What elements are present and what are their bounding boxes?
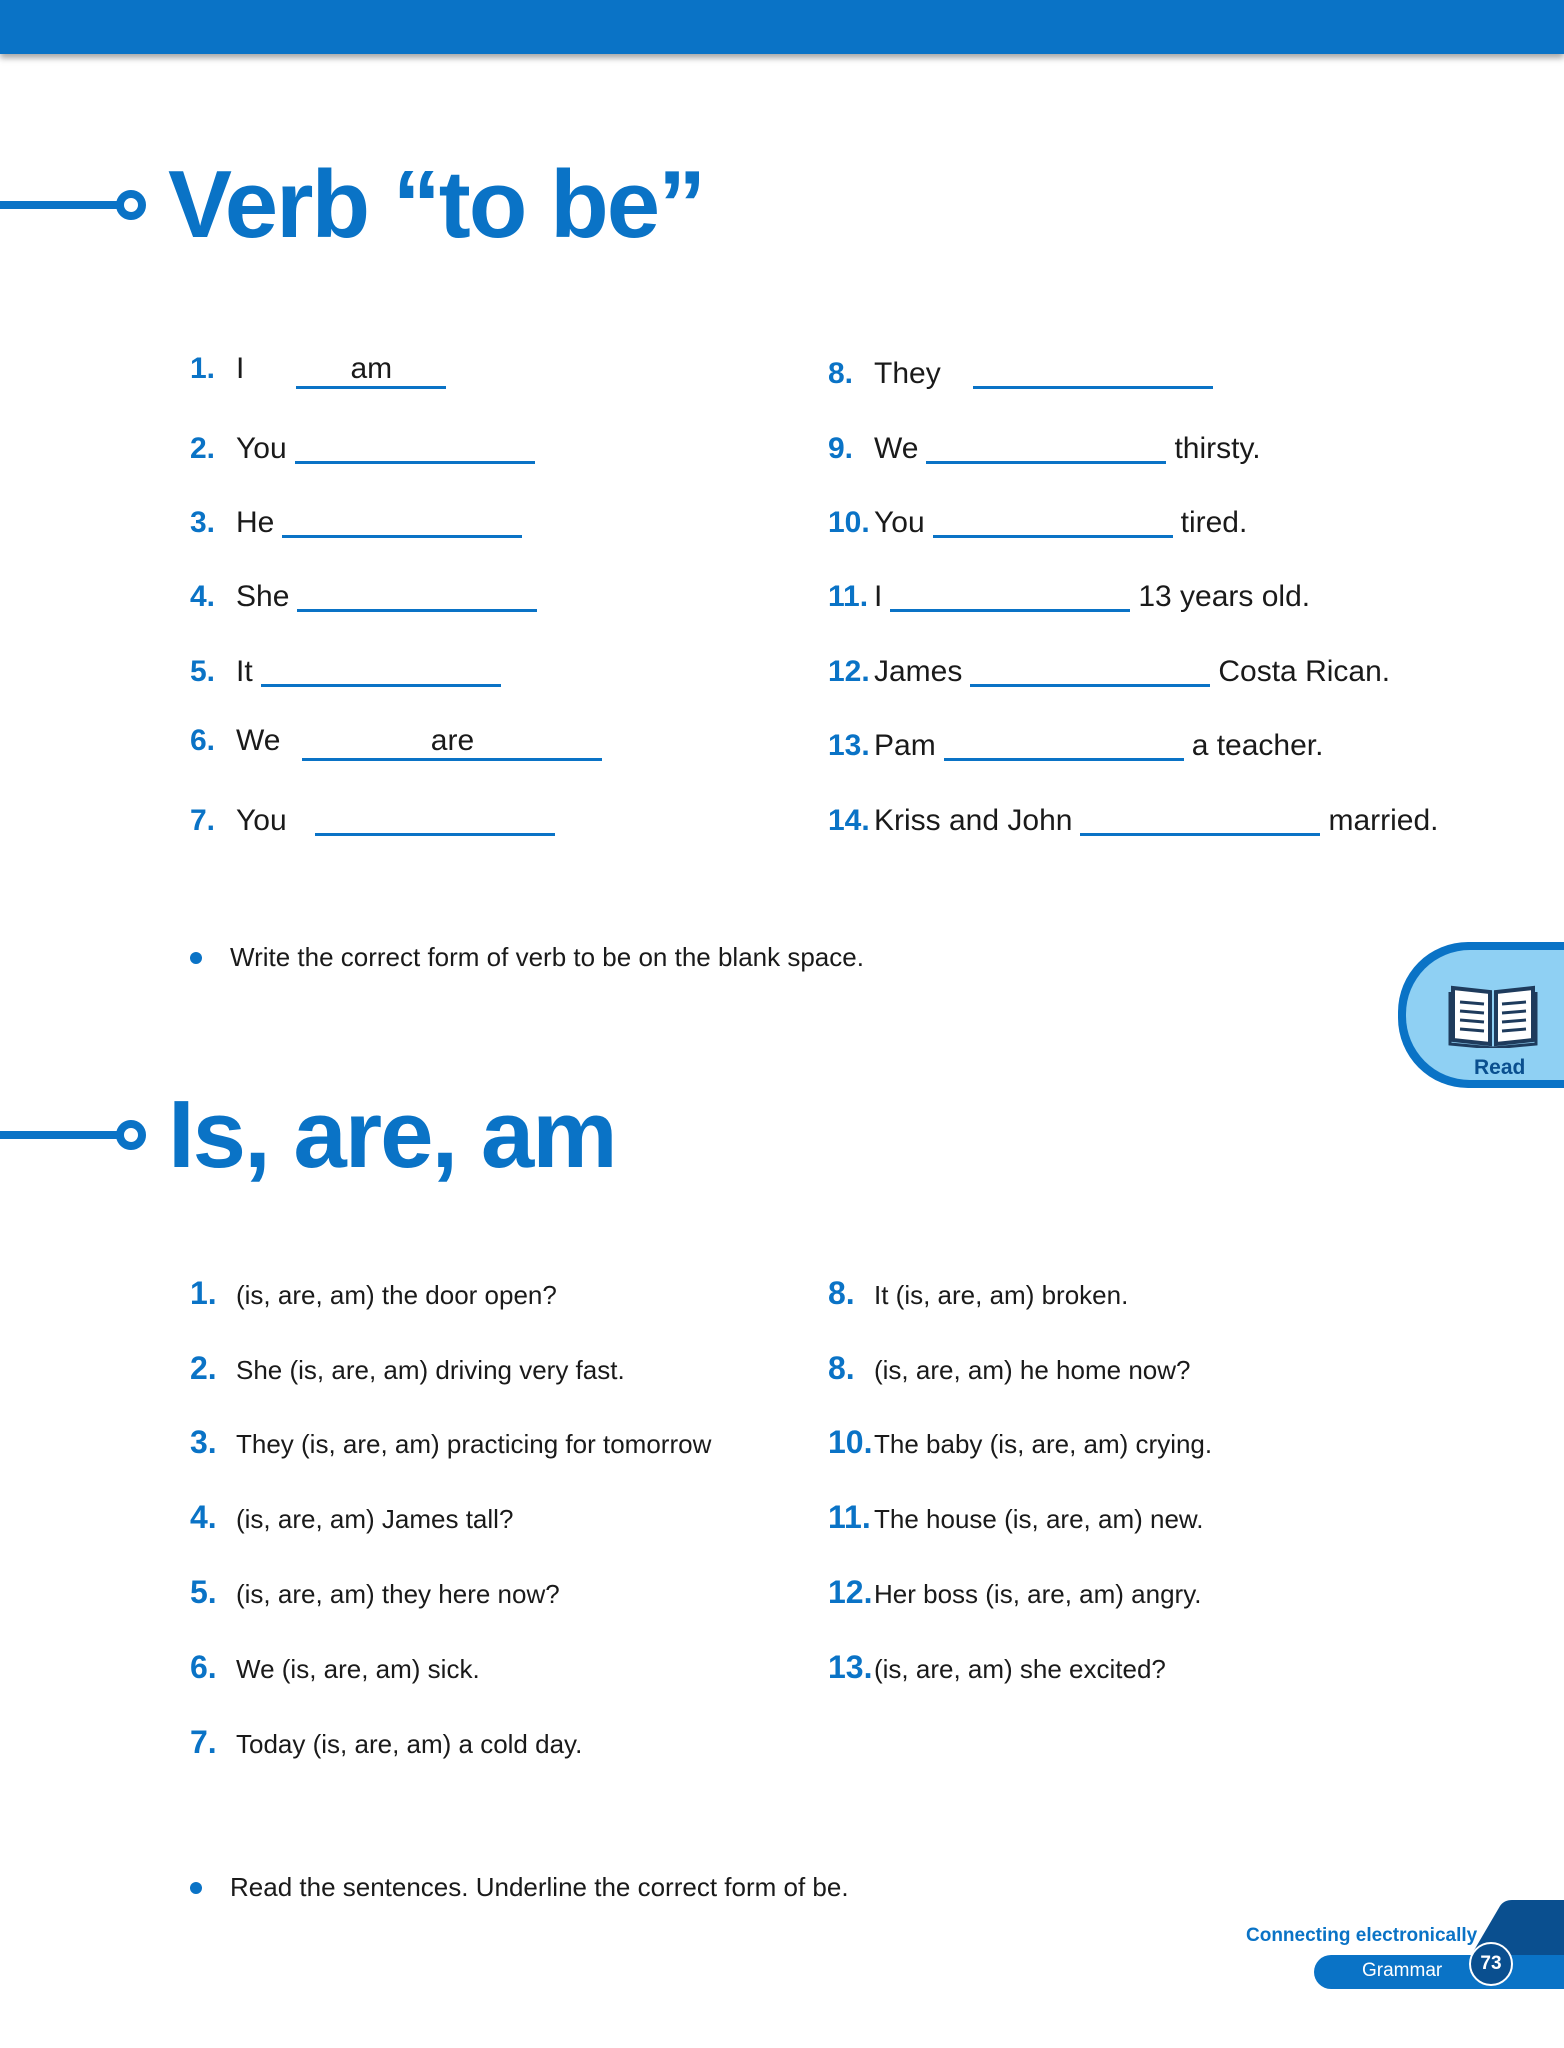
list-item — [828, 1649, 1166, 1689]
answer-blank[interactable] — [297, 581, 537, 612]
item-predicate: tired. — [1180, 506, 1248, 539]
item-number: 7. — [190, 804, 216, 837]
item-text: (is, are, am) she excited? — [874, 1654, 1166, 1684]
list-item — [190, 1350, 625, 1390]
read-tab[interactable] — [1398, 942, 1564, 1088]
answer-text: are — [430, 724, 475, 757]
list-item — [190, 1724, 582, 1764]
item-number: 9. — [828, 432, 854, 465]
page-title: Verb “to be” — [168, 151, 705, 258]
title-line — [0, 201, 118, 209]
list-item — [190, 1275, 557, 1315]
answer-blank[interactable] — [890, 581, 1130, 612]
item-text: Her boss (is, are, am) angry. — [874, 1579, 1202, 1609]
item-subject: They — [874, 357, 941, 390]
list-item — [828, 1275, 1128, 1315]
item-number: 2. — [190, 432, 216, 465]
footer-subtitle: Grammar — [1362, 1960, 1443, 1981]
list-item — [190, 1649, 480, 1689]
list-item — [828, 427, 1261, 467]
item-number: 13. — [828, 1649, 873, 1685]
instruction-text: Read the sentences. Underline the correct form of be. — [230, 1872, 849, 1902]
item-subject: We — [236, 724, 281, 757]
list-item — [828, 575, 1310, 615]
list-item — [190, 575, 537, 615]
list-item — [828, 650, 1390, 690]
item-number: 10. — [828, 506, 870, 539]
answer-text: am — [350, 352, 393, 385]
list-item — [190, 501, 522, 541]
answer-blank[interactable] — [261, 656, 501, 687]
list-item — [190, 1424, 711, 1464]
item-number: 5. — [190, 655, 216, 688]
item-subject: We — [874, 432, 919, 465]
title-circle — [116, 1120, 146, 1150]
item-subject: You — [236, 804, 287, 837]
list-item — [190, 1574, 560, 1614]
list-item — [828, 1574, 1202, 1614]
item-text: (is, are, am) the door open? — [236, 1280, 557, 1310]
list-item — [828, 501, 1247, 541]
answer-blank[interactable] — [1080, 805, 1320, 836]
item-subject: Pam — [874, 729, 936, 762]
list-item — [828, 799, 1438, 839]
item-subject: She — [236, 580, 290, 613]
list-item — [190, 799, 555, 839]
item-subject: Kriss and John — [874, 804, 1073, 837]
item-number: 11. — [828, 1499, 871, 1535]
item-text: They (is, are, am) practicing for tomorrow — [236, 1429, 712, 1459]
list-item — [190, 352, 446, 392]
item-number: 10. — [828, 1424, 873, 1460]
answer-blank[interactable] — [296, 352, 446, 389]
item-number: 7. — [190, 1724, 217, 1760]
list-item — [828, 1350, 1190, 1390]
item-subject: I — [874, 580, 883, 613]
footer-title: Connecting electronically — [1246, 1925, 1478, 1946]
item-number: 6. — [190, 1649, 217, 1685]
instruction — [190, 942, 864, 973]
list-item — [828, 724, 1323, 764]
section-heading: Is, are, am — [168, 1081, 616, 1188]
top-banner — [0, 0, 1564, 54]
answer-blank[interactable] — [282, 507, 522, 538]
answer-blank[interactable] — [970, 656, 1210, 687]
bullet-dot — [190, 952, 202, 964]
item-text: (is, are, am) he home now? — [874, 1355, 1191, 1385]
answer-blank[interactable] — [302, 724, 602, 761]
item-number: 4. — [190, 580, 216, 613]
item-text: (is, are, am) they here now? — [236, 1579, 560, 1609]
item-number: 12. — [828, 655, 870, 688]
answer-blank[interactable] — [295, 433, 535, 464]
item-number: 14. — [828, 804, 870, 837]
item-number: 3. — [190, 1424, 217, 1460]
item-number: 8. — [828, 1350, 855, 1386]
item-text: (is, are, am) James tall? — [236, 1504, 514, 1534]
item-predicate: Costa Rican. — [1218, 655, 1391, 688]
item-number: 11. — [828, 580, 869, 613]
read-tab-inner — [1406, 950, 1564, 1080]
item-subject: I — [236, 352, 245, 385]
item-number: 8. — [828, 357, 854, 390]
item-text: She (is, are, am) driving very fast. — [236, 1355, 625, 1385]
answer-blank[interactable] — [315, 805, 555, 836]
list-item — [828, 1499, 1203, 1539]
list-item — [190, 1499, 513, 1539]
item-number: 12. — [828, 1574, 873, 1610]
item-number: 5. — [190, 1574, 217, 1610]
instruction-text: Write the correct form of verb to be on the blank space. — [230, 942, 864, 972]
title-circle — [116, 190, 146, 220]
item-subject: He — [236, 506, 275, 539]
item-number: 3. — [190, 506, 216, 539]
list-item — [190, 427, 535, 467]
item-text: The house (is, are, am) new. — [874, 1504, 1204, 1534]
item-number: 2. — [190, 1350, 217, 1386]
item-predicate: married. — [1328, 804, 1439, 837]
item-text: The baby (is, are, am) crying. — [874, 1429, 1213, 1459]
item-number: 1. — [190, 1275, 217, 1311]
list-item — [190, 650, 501, 690]
section-title-is-are-am — [0, 1080, 616, 1190]
item-subject: It — [236, 655, 253, 688]
item-text: Today (is, are, am) a cold day. — [236, 1729, 583, 1759]
item-subject: You — [874, 506, 925, 539]
item-number: 13. — [828, 729, 870, 762]
answer-blank[interactable] — [944, 730, 1184, 761]
read-label: Read — [1474, 1056, 1526, 1079]
item-subject: James — [874, 655, 963, 688]
answer-blank[interactable] — [973, 358, 1213, 389]
bullet-dot — [190, 1882, 202, 1894]
item-predicate: 13 years old. — [1138, 580, 1311, 613]
item-subject: You — [236, 432, 287, 465]
item-number: 6. — [190, 724, 216, 757]
section-title-verb-to-be — [0, 150, 704, 260]
page-number: 73 — [1469, 1942, 1513, 1986]
instruction — [190, 1872, 849, 1903]
list-item — [828, 1424, 1212, 1464]
list-item — [190, 724, 602, 764]
open-book-icon — [1448, 978, 1538, 1048]
item-number: 4. — [190, 1499, 217, 1535]
answer-blank[interactable] — [926, 433, 1166, 464]
item-number: 8. — [828, 1275, 855, 1311]
item-text: We (is, are, am) sick. — [236, 1654, 480, 1684]
item-predicate: a teacher. — [1191, 729, 1324, 762]
title-line — [0, 1131, 118, 1139]
list-item — [828, 352, 1213, 392]
item-number: 1. — [190, 352, 216, 385]
item-predicate: thirsty. — [1174, 432, 1261, 465]
item-text: It (is, are, am) broken. — [874, 1280, 1129, 1310]
answer-blank[interactable] — [933, 507, 1173, 538]
